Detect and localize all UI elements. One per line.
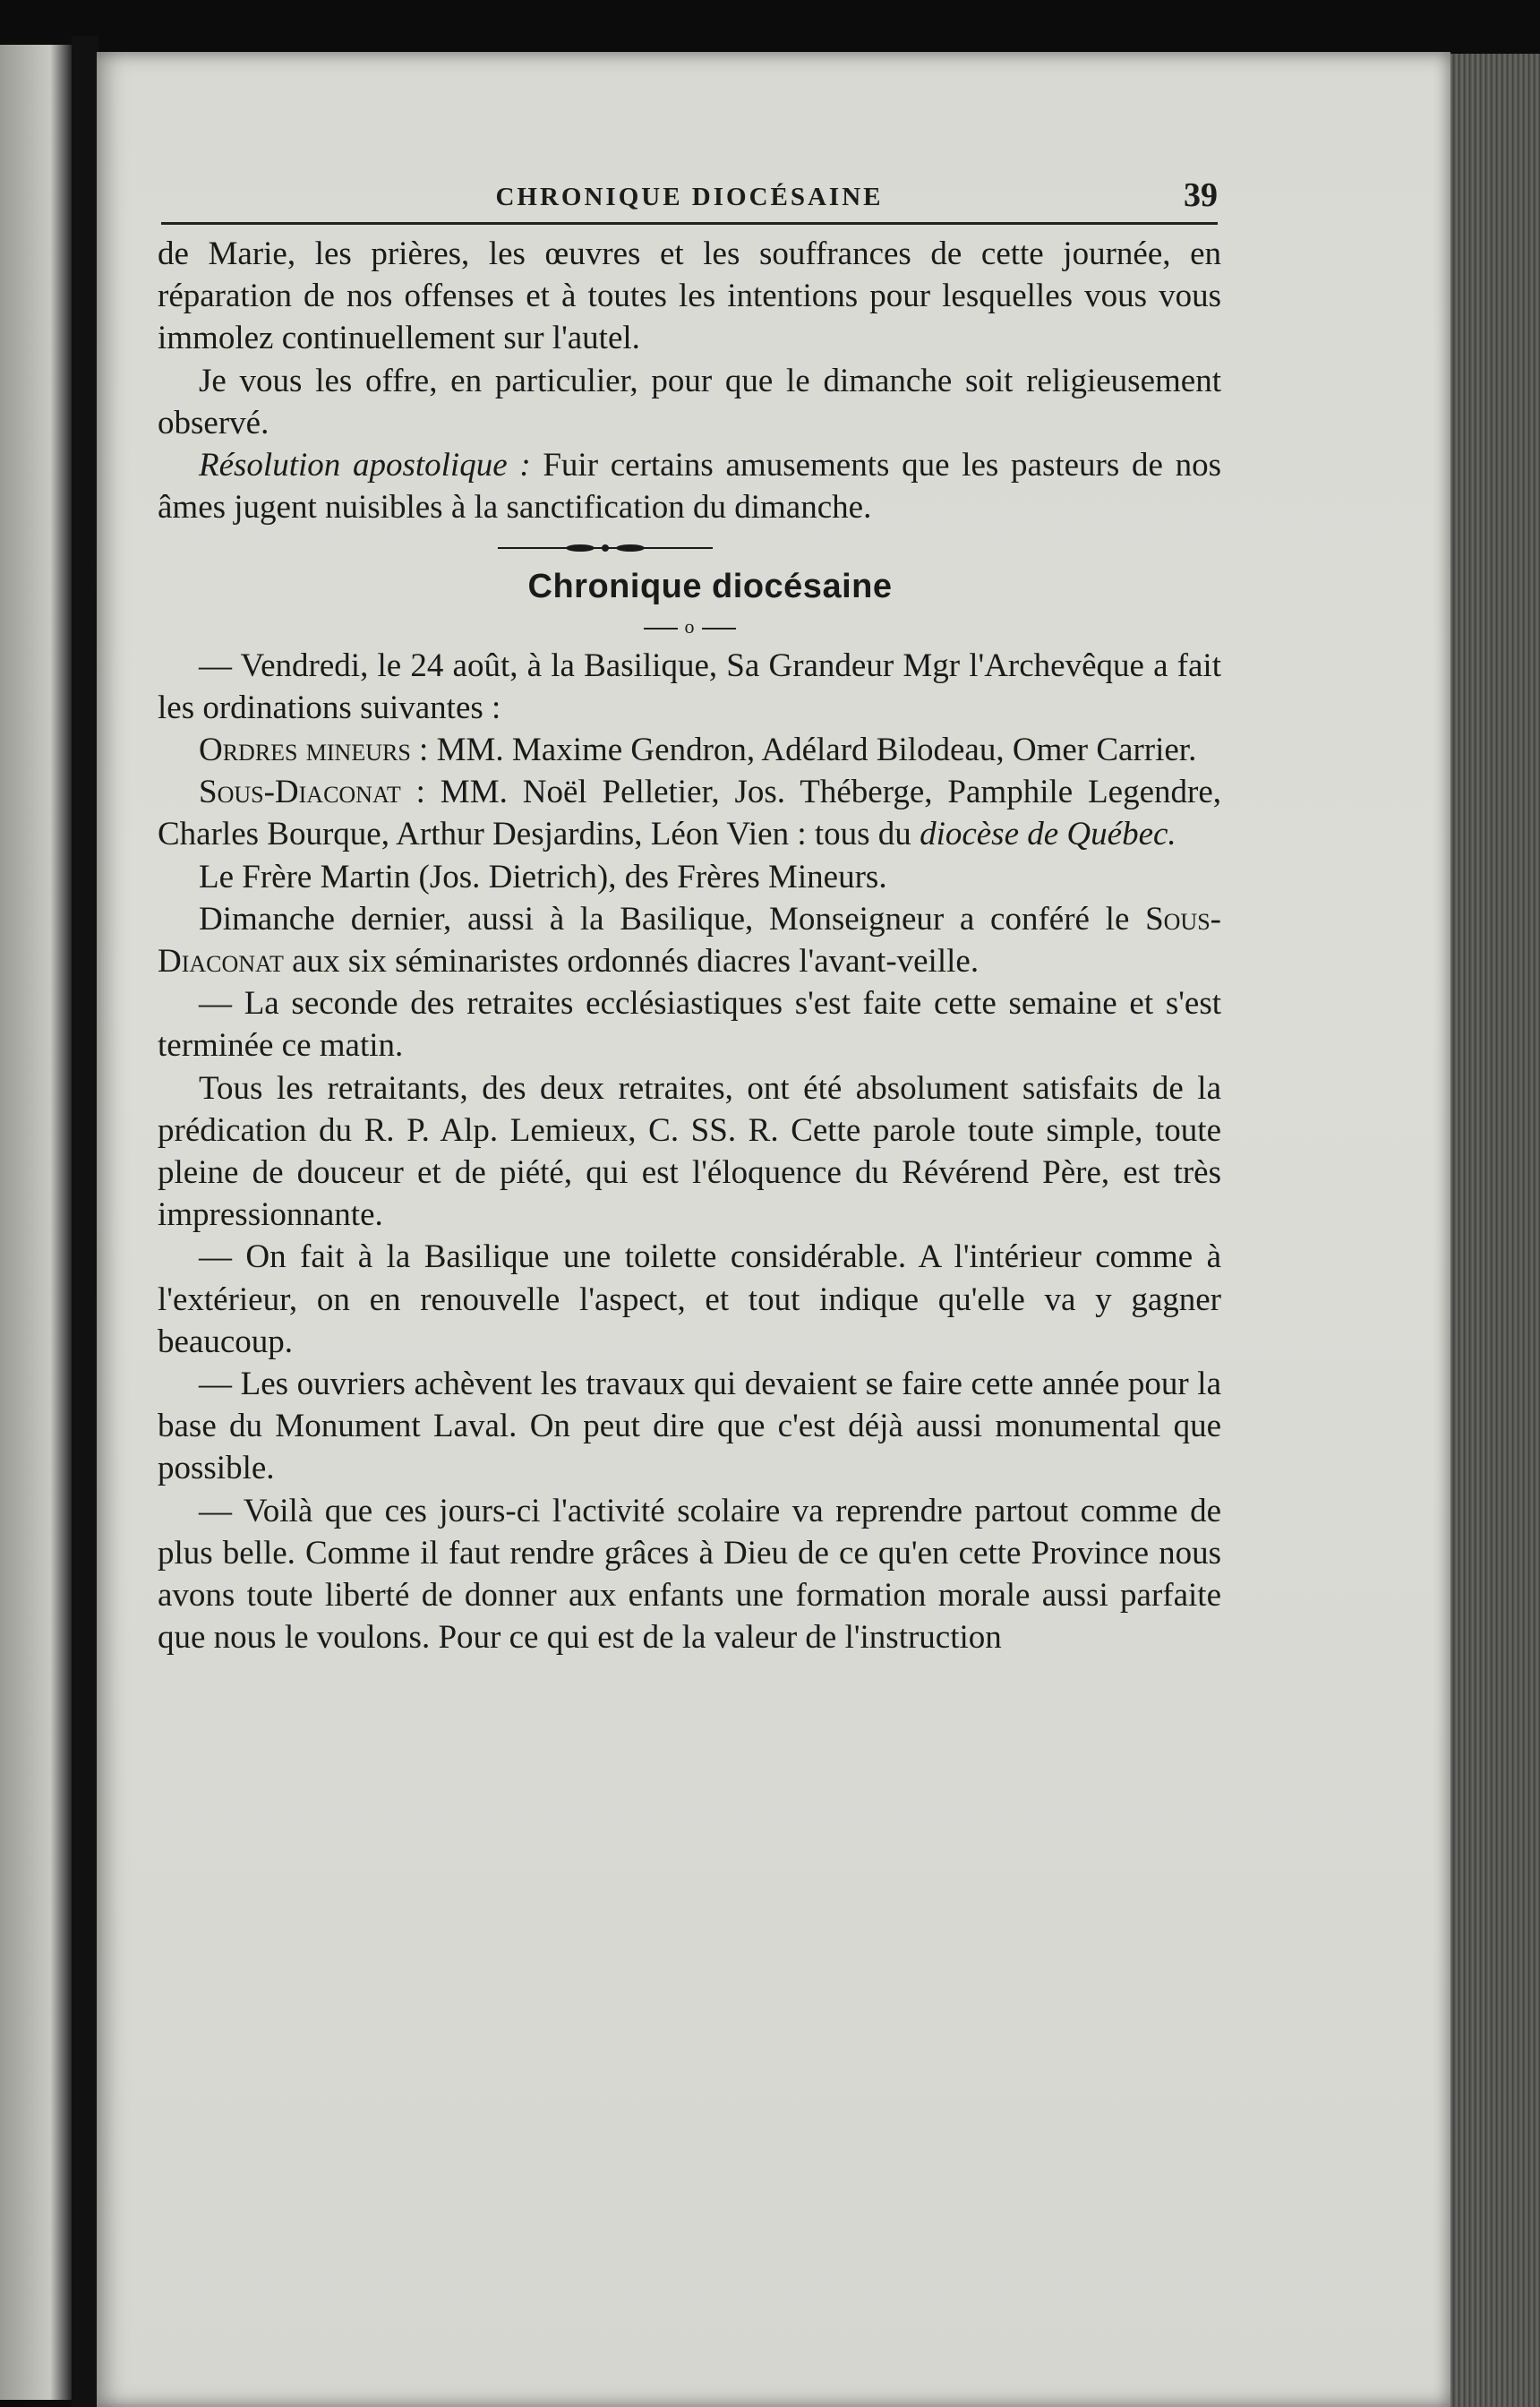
ornament-divider [158, 528, 1221, 566]
running-title: CHRONIQUE DIOCÉSAINE [495, 183, 884, 211]
section-title: Chronique diocésaine [527, 568, 893, 606]
separator-mark: o [684, 614, 695, 638]
paragraph-text: aux six séminaristes ordonnés diacres l'avant-veille. [283, 943, 980, 981]
paragraph: Le Frère Martin (Jos. Dietrich), des Frères Mineurs. [199, 858, 887, 895]
paragraph: — On fait à la Basilique une toilette considérable. A l'intérieur comme à l'extérieur, on en renouvelle l'aspect, et tout indique qu'elle va y gagner beaucoup. [158, 1238, 1221, 1360]
small-separator [158, 609, 1221, 645]
paragraph: — Les ouvriers achèvent les travaux qui devaient se faire cette année pour la base du Monument Laval. On peut dire que c'est déjà aussi monumental que possible. [158, 1366, 1221, 1487]
paragraph [158, 444, 1221, 528]
separator-dash [702, 628, 736, 630]
paragraph: Je vous les offre, en particulier, pour que le dimanche soit religieusement observé. [158, 362, 1221, 441]
body-text [158, 233, 1221, 1659]
paragraph [158, 729, 1221, 771]
ornament-icon [498, 539, 713, 557]
paragraph: — La seconde des retraites ecclésiastiques s'est faite cette semaine et s'est terminée ce matin. [158, 985, 1221, 1065]
left-page-edge [0, 45, 72, 2400]
paragraph [158, 771, 1221, 855]
paragraph [158, 898, 1221, 982]
paragraph: — Vendredi, le 24 août, à la Basilique, Sa Grandeur Mgr l'Archevêque a fait les ordinations suivantes : [158, 647, 1221, 726]
resolution-text: Fuir certains amusements que les pasteurs de nos âmes jugent nuisibles à la sanctification du dimanche. [158, 447, 1221, 527]
sous-diaconat-inline: Sous-Diaconat [158, 900, 1221, 981]
ordres-mineurs-text: : MM. Maxime Gendron, Adélard Bilodeau, Omer Carrier. [410, 732, 1197, 769]
paragraph: — Voilà que ces jours-ci l'activité scolaire va reprendre partout comme de plus belle. Comme il faut rendre grâces à Dieu de ce qu'en cette Province nous avons toute liberté de donner aux enfants une formation morale aussi parfaite que nous le voulons. Pour ce qui est de la valeur de l'instruction [158, 1492, 1221, 1657]
sous-diaconat-text: : MM. Noël Pelletier, Jos. Théberge, Pamphile Legendre, Charles Bourque, Arthur Desjardins, Léon Vien : tous du [158, 774, 1221, 853]
binding-shadow [72, 36, 98, 2407]
header-rule [161, 222, 1218, 225]
ordres-mineurs-label: Ordres mineurs [199, 732, 411, 769]
running-header [161, 152, 1218, 224]
resolution-label: Résolution apostolique : [199, 447, 531, 484]
diocese-italic: diocèse de Québec. [920, 816, 1176, 853]
paragraph: Tous les retraitants, des deux retraites, ont été absolument satisfaits de la prédication du R. P. Alp. Lemieux, C. SS. R. Cette parole toute simple, toute pleine de douceur et de piété, qui est l'éloquence du Révérend Père, est très impressionnante. [158, 1069, 1221, 1234]
paragraph: de Marie, les prières, les œuvres et les souffrances de cette journée, en réparation de nos offenses et à toutes les intentions pour lesquelles vous vous immolez continuellement sur l'autel. [158, 236, 1221, 357]
paragraph-text: Dimanche dernier, aussi à la Basilique, Monseigneur a conféré le [199, 900, 1146, 938]
sous-diaconat-label: Sous-Diaconat [199, 774, 401, 811]
separator-dash [644, 628, 678, 630]
page-number: 39 [1184, 176, 1218, 214]
page-stack-edge [1449, 54, 1540, 2407]
